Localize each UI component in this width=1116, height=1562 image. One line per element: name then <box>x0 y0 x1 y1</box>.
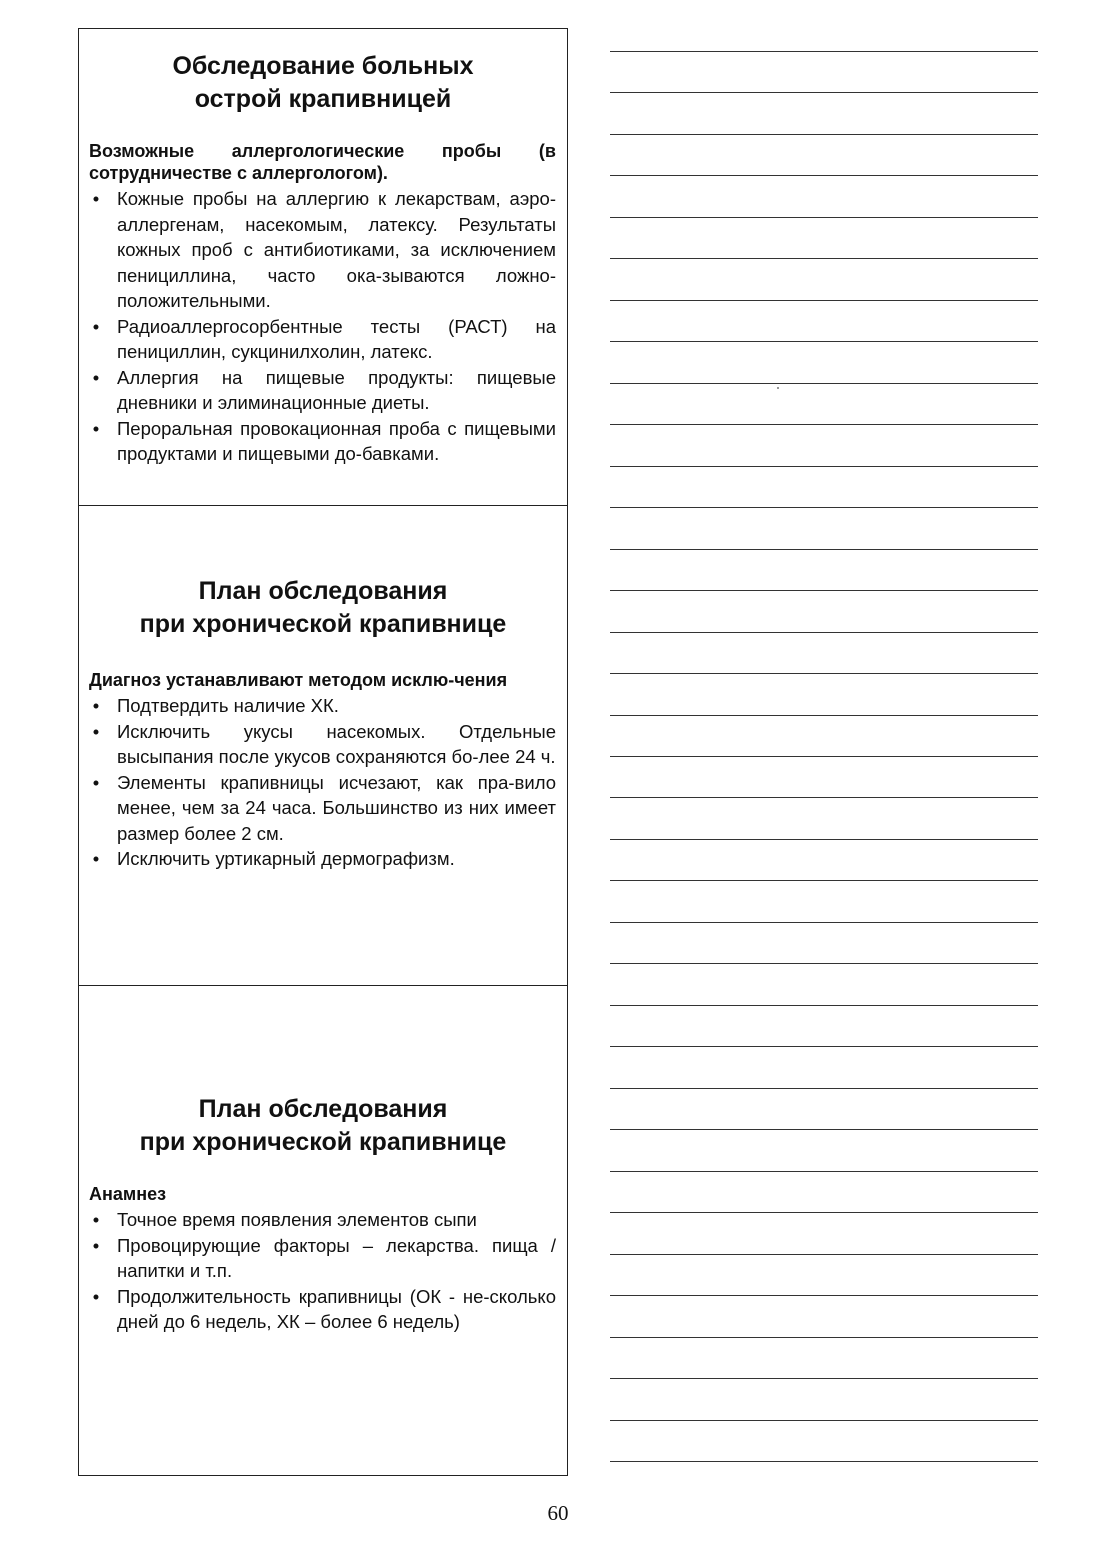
bullet-icon: • <box>92 1285 100 1307</box>
list-item: • Пероральная провокационная проба с пищевыми продуктами и пищевыми до-бавками. <box>89 416 556 467</box>
note-lines <box>610 0 1038 1500</box>
bullet-icon: • <box>92 417 100 439</box>
note-line <box>610 175 1038 176</box>
note-line <box>610 880 1038 881</box>
note-line <box>610 1378 1038 1379</box>
note-line <box>610 590 1038 591</box>
list-item: • Провоцирующие факторы – лекарства. пища / напитки и т.п. <box>89 1233 556 1284</box>
section-title <box>79 986 567 1159</box>
section-chronic-urticaria-anamnesis <box>78 986 568 1476</box>
note-line <box>610 1461 1038 1462</box>
note-line <box>610 922 1038 923</box>
note-line <box>610 1337 1038 1338</box>
bullet-icon: • <box>92 366 100 388</box>
bullet-icon: • <box>92 1234 100 1256</box>
note-line <box>610 507 1038 508</box>
note-line <box>610 673 1038 674</box>
section-chronic-urticaria-exclusion <box>78 506 568 986</box>
note-line <box>610 1295 1038 1296</box>
note-line <box>610 300 1038 301</box>
note-line <box>610 1254 1038 1255</box>
list-item: • Кожные пробы на аллергию к лекарствам, аэро-аллергенам, насекомым, латексу. Результаты кожных проб с антибиотиками, за исключением пенициллина, часто ока-зываются ложно-положительными. <box>89 186 556 314</box>
note-line <box>610 1005 1038 1006</box>
bullet-icon: • <box>92 848 100 869</box>
title-line-2: острой крапивницей <box>194 85 452 113</box>
note-line <box>610 549 1038 550</box>
list-item: • Подтвердить наличие ХК. <box>89 693 556 719</box>
note-line <box>610 134 1038 135</box>
bullet-list <box>89 693 556 872</box>
bullet-list <box>89 186 556 467</box>
bullet-list <box>89 1207 556 1335</box>
title-line-1: План обследования <box>198 1095 448 1123</box>
note-line <box>610 424 1038 425</box>
note-line <box>610 1129 1038 1130</box>
note-line <box>610 383 1038 384</box>
title-line-1: Обследование больных <box>172 52 474 80</box>
section-subheading: Возможные аллергологические пробы (в сотрудничестве с аллергологом). <box>89 141 556 183</box>
note-line <box>610 51 1038 52</box>
note-line <box>610 1046 1038 1047</box>
note-line <box>610 1171 1038 1172</box>
note-line <box>610 797 1038 798</box>
note-line <box>610 466 1038 467</box>
list-item: • Исключить уртикарный дермографизм. <box>89 846 556 872</box>
note-line <box>610 1088 1038 1089</box>
list-item: • Точное время появления элементов сыпи <box>89 1207 556 1233</box>
note-line <box>610 963 1038 964</box>
bullet-icon: • <box>92 1209 100 1230</box>
list-item: • Элементы крапивницы исчезают, как пра-вило менее, чем за 24 часа. Большинство из них имеет размер более 2 см. <box>89 770 556 847</box>
title-line-1: План обследования <box>198 577 448 605</box>
note-line <box>610 839 1038 840</box>
note-line <box>610 258 1038 259</box>
note-line <box>610 632 1038 633</box>
page-number: 60 <box>547 1501 569 1525</box>
bullet-icon: • <box>92 188 100 209</box>
list-item: • Продолжительность крапивницы (ОК - не-сколько дней до 6 недель, ХК – более 6 недель) <box>89 1284 556 1335</box>
list-item: • Радиоаллергосорбентные тесты (РАСТ) на пенициллин, сукцинилхолин, латекс. <box>89 314 556 365</box>
note-line <box>610 341 1038 342</box>
note-line <box>610 756 1038 757</box>
section-acute-urticaria <box>78 28 568 506</box>
section-title <box>79 506 567 641</box>
bullet-icon: • <box>92 315 100 337</box>
section-title <box>79 29 567 116</box>
bullet-icon: • <box>92 720 100 742</box>
title-line-2: при хронической крапивнице <box>139 610 507 638</box>
list-item: • Аллергия на пищевые продукты: пищевые дневники и элиминационные диеты. <box>89 365 556 416</box>
note-line <box>610 92 1038 93</box>
note-line <box>610 217 1038 218</box>
bullet-icon: • <box>92 771 100 793</box>
list-item: • Исключить укусы насекомых. Отдельные высыпания после укусов сохраняются бо-лее 24 ч. <box>89 719 556 770</box>
section-subheading: Анамнез <box>89 1184 167 1204</box>
section-subheading: Диагноз устанавливают методом исклю-чения <box>89 670 508 690</box>
bullet-icon: • <box>92 695 100 716</box>
print-speck <box>777 387 779 389</box>
note-line <box>610 715 1038 716</box>
note-line <box>610 1420 1038 1421</box>
note-line <box>610 1212 1038 1213</box>
title-line-2: при хронической крапивнице <box>139 1128 507 1156</box>
